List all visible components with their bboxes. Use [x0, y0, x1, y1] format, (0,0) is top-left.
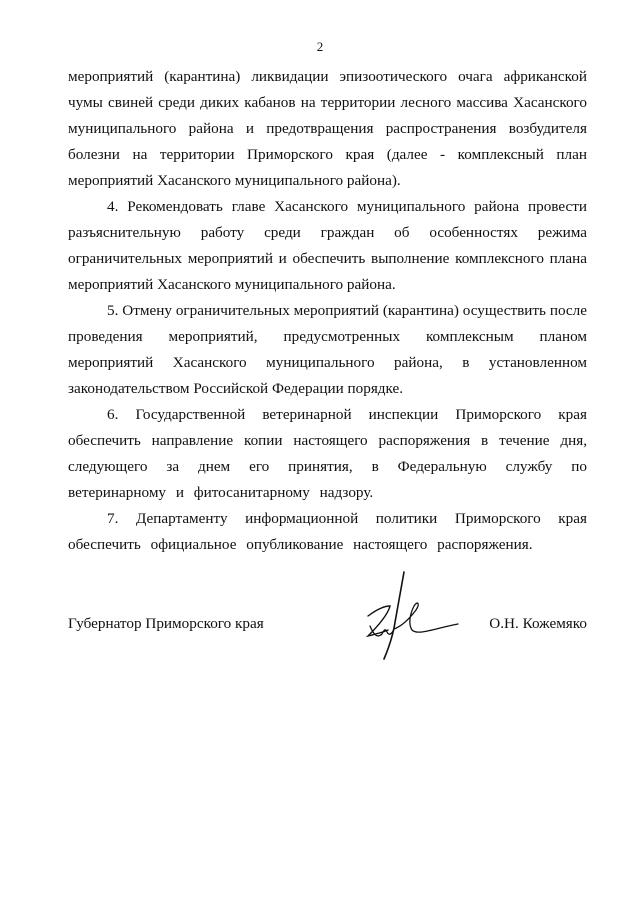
- paragraph-item-5: 5. Отмену ограничительных мероприятий (карантина) осуществить после проведения мероприятий, предусмотренных комплексным планом мероприятий Хасанского муниципального района, в установленном законодательством Российской Федерации порядке.: [68, 302, 587, 397]
- paragraph-item-4: 4. Рекомендовать главе Хасанского муниципального района провести разъяснительную работу среди граждан об особенностях режима ограничительных мероприятий и обеспечить выполнение комплексного плана мероприятий Хасанского муниципального района.: [68, 198, 587, 293]
- paragraph-continuation: мероприятий (карантина) ликвидации эпизоотического очага африканской чумы свиней среди диких кабанов на территории лесного массива Хасанского муниципального района и предотвращения распространения возбудителя болезни на территории Приморского края (далее - комплексный план мероприятий Хасанского муниципального района).: [68, 68, 587, 189]
- document-body: [68, 64, 587, 558]
- signer-name: О.Н. Кожемяко: [489, 615, 587, 632]
- paragraph-item-7: 7. Департаменту информационной политики Приморского края обеспечить официальное опубликование настоящего распоряжения.: [68, 510, 587, 553]
- page-number: 2: [316, 39, 324, 54]
- handwritten-signature-image: [354, 566, 464, 666]
- paragraph-item-6: 6. Государственной ветеринарной инспекции Приморского края обеспечить направление копии настоящего распоряжения в течение дня, следующего за днем его принятия, в Федеральную службу по ветеринарному и фитосанитарному надзору.: [68, 406, 587, 501]
- signer-title: Губернатор Приморского края: [68, 615, 264, 632]
- signature-block: [68, 566, 587, 676]
